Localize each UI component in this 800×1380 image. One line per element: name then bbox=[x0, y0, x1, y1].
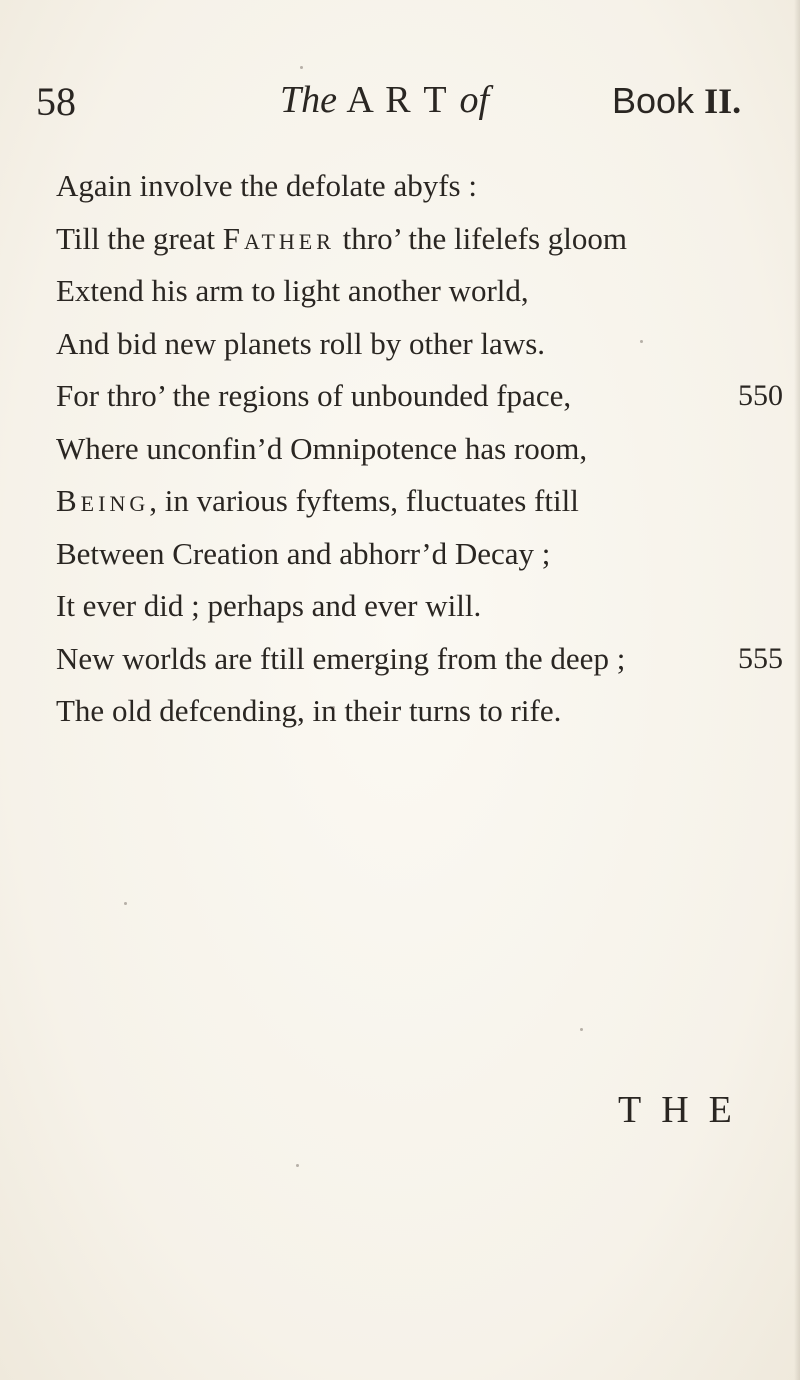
paper-speck bbox=[640, 340, 643, 343]
verse-line-text: For thro’ the regions of unbounded fpace, bbox=[56, 378, 572, 413]
verse-line-text: Till the great bbox=[56, 220, 223, 256]
verse-line-text: New worlds are ftill emerging from the deep ; bbox=[56, 640, 626, 676]
verse-line bbox=[56, 160, 756, 213]
verse-line bbox=[56, 633, 783, 686]
book-label: Book bbox=[612, 80, 695, 121]
verse-line-text: Again involve the defolate abyfs : bbox=[56, 168, 477, 203]
verse-line bbox=[56, 475, 756, 528]
verse-line-text: Between Creation and abhorr’d Decay ; bbox=[56, 535, 551, 571]
small-caps-word: Being bbox=[56, 483, 150, 518]
small-caps-word: Father bbox=[222, 220, 335, 256]
book-reference bbox=[612, 80, 741, 122]
running-title bbox=[280, 78, 489, 122]
line-number: 555 bbox=[738, 641, 783, 675]
verse-block bbox=[56, 160, 783, 738]
paper-speck bbox=[300, 66, 303, 69]
catchword: THE bbox=[618, 1089, 752, 1131]
paper-speck bbox=[296, 1164, 299, 1167]
verse-line-text: The old defcending, in their turns to rife. bbox=[56, 693, 562, 728]
line-number: 550 bbox=[738, 379, 783, 412]
verse-line bbox=[56, 370, 783, 423]
verse-line-text: And bid new planets roll by other laws. bbox=[56, 325, 546, 361]
verse-line bbox=[56, 580, 756, 633]
verse-line bbox=[56, 318, 756, 371]
verse-line bbox=[56, 213, 756, 266]
paper-speck bbox=[124, 902, 127, 905]
paper-speck bbox=[332, 706, 335, 709]
verse-line-text: , in various fyftems, fluctuates ftill bbox=[149, 483, 579, 518]
verse-line-text: Extend his arm to light another world, bbox=[56, 273, 529, 308]
title-the: The bbox=[280, 79, 337, 121]
title-of: of bbox=[459, 79, 489, 121]
verse-line bbox=[56, 423, 756, 476]
verse-line-text: thro’ the lifelefs gloom bbox=[334, 220, 628, 256]
title-main: A R T bbox=[346, 79, 448, 121]
verse-line-text: It ever did ; perhaps and ever will. bbox=[56, 588, 482, 623]
verse-line bbox=[56, 528, 756, 581]
verse-line bbox=[56, 265, 756, 318]
book-number: II. bbox=[704, 81, 742, 121]
page-number: 58 bbox=[36, 79, 76, 124]
page-edge-shadow bbox=[794, 0, 800, 1380]
running-header bbox=[0, 78, 800, 128]
verse-line-text: Where unconfin’d Omnipotence has room, bbox=[56, 430, 588, 466]
verse-line bbox=[56, 685, 756, 738]
paper-speck bbox=[580, 1028, 583, 1031]
